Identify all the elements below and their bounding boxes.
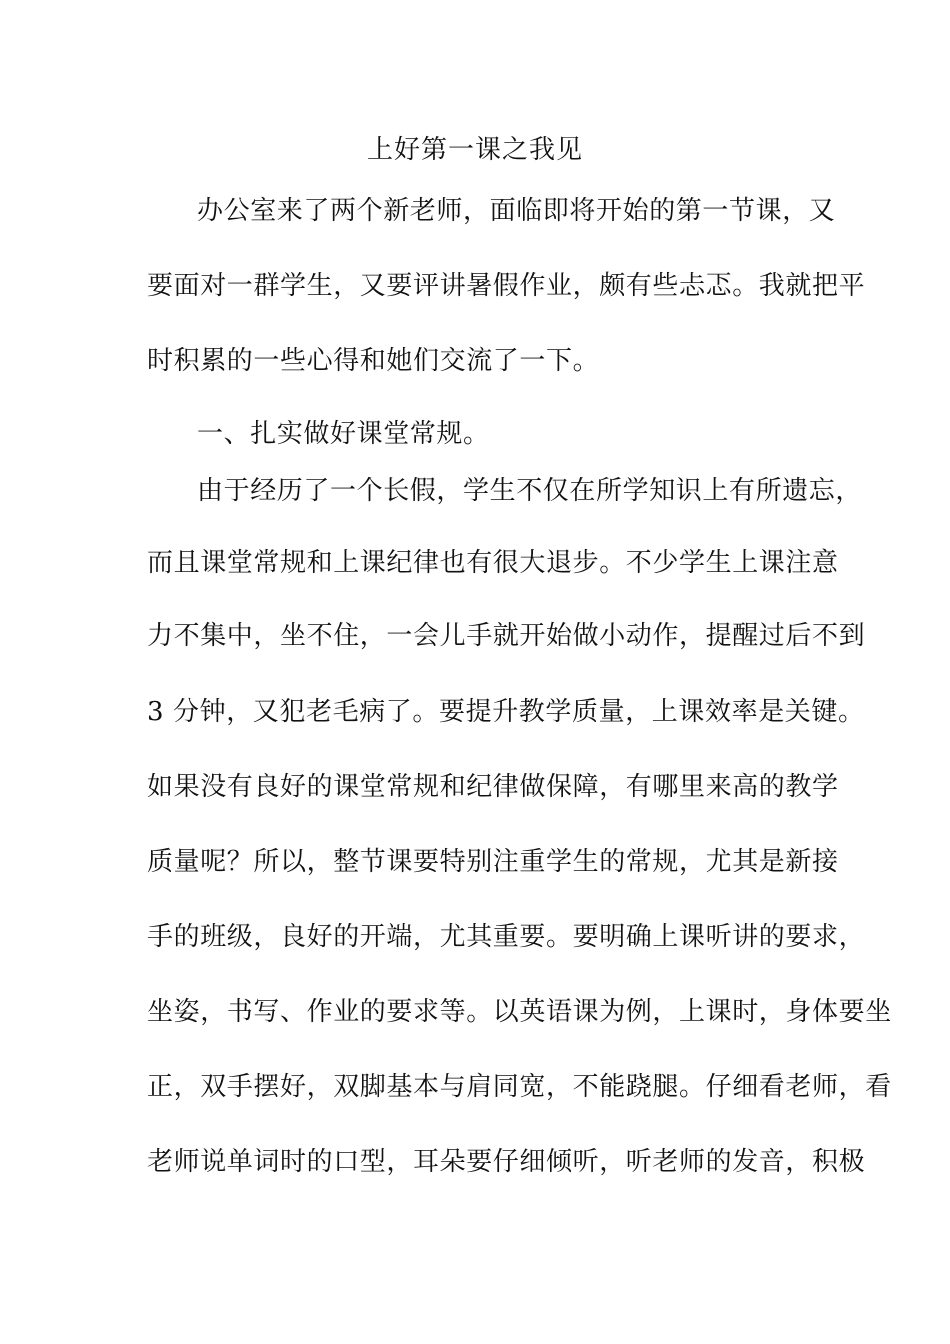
paragraph-line: 坐姿，书写、作业的要求等。以英语课为例，上课时，身体要坐	[147, 997, 892, 1027]
paragraph-line: 要面对一群学生，又要评讲暑假作业，颇有些忐忑。我就把平	[147, 271, 866, 301]
document-title: 上好第一课之我见	[366, 135, 583, 165]
paragraph-line: 如果没有良好的课堂常规和纪律做保障，有哪里来高的教学	[147, 772, 839, 802]
paragraph-line: 由于经历了一个长假，学生不仅在所学知识上有所遗忘，	[197, 476, 863, 506]
paragraph-line: 质量呢？所以，整节课要特别注重学生的常规，尤其是新接	[147, 847, 839, 877]
paragraph-line: 办公室来了两个新老师，面临即将开始的第一节课，又	[197, 196, 836, 226]
paragraph-line: 正，双手摆好，双脚基本与肩同宽，不能跷腿。仔细看老师，看	[147, 1072, 892, 1102]
paragraph-line: 力不集中，坐不住，一会儿手就开始做小动作，提醒过后不到	[147, 621, 866, 651]
paragraph-line: 老师说单词时的口型，耳朵要仔细倾听，听老师的发音，积极	[147, 1147, 866, 1177]
paragraph-line: 而且课堂常规和上课纪律也有很大退步。不少学生上课注意	[147, 548, 839, 578]
paragraph-line: 时积累的一些心得和她们交流了一下。	[147, 346, 600, 376]
section-heading: 一、扎实做好课堂常规。	[197, 419, 490, 449]
paragraph-line: 3 分钟，又犯老毛病了。要提升教学质量，上课效率是关键。	[147, 697, 865, 727]
paragraph-line: 手的班级，良好的开端，尤其重要。要明确上课听讲的要求，	[147, 922, 866, 952]
